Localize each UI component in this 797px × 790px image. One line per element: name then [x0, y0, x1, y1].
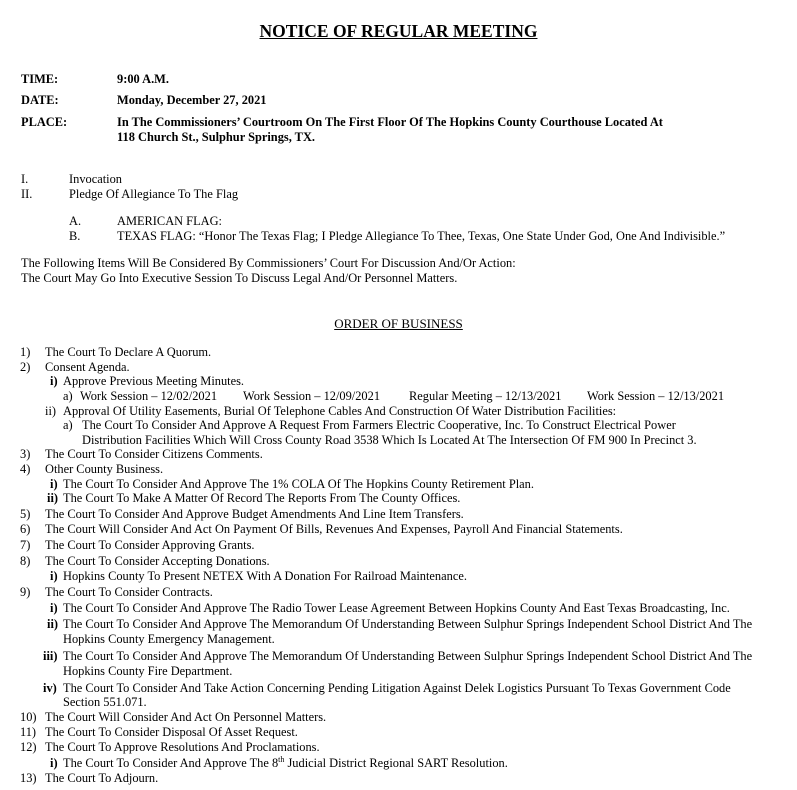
subitem-num: ii)	[45, 404, 57, 418]
subitem-text	[63, 756, 508, 771]
subitem-text-line-2: Section 551.071.	[63, 695, 147, 709]
item-text: The Court To Consider Citizens Comments.	[45, 447, 263, 461]
item-text: The Court Will Consider And Act On Payment Of Bills, Revenues And Expenses, Payroll And Financial Statements.	[45, 522, 623, 536]
subitem-num: iv)	[43, 681, 57, 695]
subitem-text-line-2: Hopkins County Fire Department.	[63, 664, 233, 678]
place-label: PLACE:	[21, 115, 68, 129]
subitem-text: Approve Previous Meeting Minutes.	[63, 374, 245, 388]
opening-num-1: I.	[21, 172, 29, 186]
subitem-text: The Court To Make A Matter Of Record The Reports From The County Offices.	[63, 491, 461, 505]
place-line-2: 118 Church St., Sulphur Springs, TX.	[117, 130, 315, 144]
item-text: The Court To Adjourn.	[45, 771, 159, 785]
item-num: 12)	[20, 740, 37, 754]
subitem-num: i)	[50, 374, 58, 388]
subitem-text: Approval Of Utility Easements, Burial Of Telephone Cables And Construction Of Water Distribution Facilities:	[63, 404, 617, 418]
subitem-num: ii)	[47, 491, 59, 505]
item-text: The Court To Declare A Quorum.	[45, 345, 212, 359]
subsub-num: a)	[63, 418, 73, 432]
item-num: 3)	[20, 447, 31, 461]
item-num: 8)	[20, 554, 31, 568]
subitem-num: i)	[50, 756, 58, 770]
item-text: The Court To Approve Resolutions And Proclamations.	[45, 740, 320, 754]
date-label: DATE:	[21, 93, 59, 107]
time-value: 9:00 A.M.	[117, 72, 169, 86]
subitem-text-pre: The Court To Consider And Approve The 8	[63, 756, 279, 770]
item-text: Other County Business.	[45, 462, 164, 476]
session-3: Regular Meeting – 12/13/2021	[409, 389, 562, 403]
intro-line-2: The Court May Go Into Executive Session To Discuss Legal And/Or Personnel Matters.	[21, 271, 458, 285]
subitem-num: i)	[50, 569, 58, 583]
subitem-text: The Court To Consider And Approve The 1% COLA Of The Hopkins County Retirement Plan.	[63, 477, 534, 491]
item-text: The Court Will Consider And Act On Personnel Matters.	[45, 710, 327, 724]
session-1: Work Session – 12/02/2021	[80, 389, 218, 403]
item-num: 1)	[20, 345, 31, 359]
subsub-text-line-1: The Court To Consider And Approve A Request From Farmers Electric Cooperative, Inc. To Construct Electrical Power	[82, 418, 676, 432]
subitem-num: iii)	[43, 649, 58, 663]
flag-text-b: TEXAS FLAG: “Honor The Texas Flag; I Pledge Allegiance To Thee, Texas, One State Under God, One And Indivisible.”	[117, 229, 726, 243]
date-value: Monday, December 27, 2021	[117, 93, 267, 107]
time-label: TIME:	[21, 72, 59, 86]
subitem-text-line-2: Hopkins County Emergency Management.	[63, 632, 275, 646]
subitem-text-line-1: The Court To Consider And Take Action Concerning Pending Litigation Against Delek Logistics Pursuant To Texas Government Code	[63, 681, 731, 695]
item-num: 11)	[20, 725, 37, 739]
page-title: NOTICE OF REGULAR MEETING	[259, 21, 538, 41]
subitem-num: i)	[50, 477, 58, 491]
subsub-num: a)	[63, 389, 73, 403]
flag-letter-a: A.	[69, 214, 82, 228]
item-num: 13)	[20, 771, 37, 785]
item-text: The Court To Consider Accepting Donations.	[45, 554, 270, 568]
item-num: 2)	[20, 360, 31, 374]
subitem-num: ii)	[47, 617, 59, 631]
subitem-text-line-1: The Court To Consider And Approve The Memorandum Of Understanding Between Sulphur Springs Independent School District And The	[63, 649, 753, 663]
item-text: The Court To Consider Contracts.	[45, 585, 213, 599]
item-text: The Court To Consider Disposal Of Asset Request.	[45, 725, 298, 739]
subitem-text-post: Judicial District Regional SART Resolution.	[284, 756, 508, 770]
subitem-text: The Court To Consider And Approve The Radio Tower Lease Agreement Between Hopkins County And East Texas Broadcasting, Inc.	[63, 601, 730, 615]
item-text: The Court To Consider Approving Grants.	[45, 538, 255, 552]
item-num: 7)	[20, 538, 31, 552]
order-of-business-title: ORDER OF BUSINESS	[334, 316, 463, 331]
item-num: 5)	[20, 507, 31, 521]
opening-text-2: Pledge Of Allegiance To The Flag	[69, 187, 239, 201]
opening-text-1: Invocation	[69, 172, 122, 186]
item-text: The Court To Consider And Approve Budget Amendments And Line Item Transfers.	[45, 507, 464, 521]
subitem-text: Hopkins County To Present NETEX With A Donation For Railroad Maintenance.	[63, 569, 467, 583]
subsub-text-line-2: Distribution Facilities Which Will Cross County Road 3538 Which Is Located At The Intersection Of FM 900 In Precinct 3.	[82, 433, 697, 447]
flag-letter-b: B.	[69, 229, 81, 243]
item-num: 9)	[20, 585, 31, 599]
subitem-text-line-1: The Court To Consider And Approve The Memorandum Of Understanding Between Sulphur Springs Independent School District And The	[63, 617, 753, 631]
place-line-1: In The Commissioners’ Courtroom On The First Floor Of The Hopkins County Courthouse Located At	[117, 115, 663, 129]
item-num: 10)	[20, 710, 37, 724]
subitem-num: i)	[50, 601, 58, 615]
flag-text-a: AMERICAN FLAG:	[117, 214, 222, 228]
session-4: Work Session – 12/13/2021	[587, 389, 725, 403]
session-2: Work Session – 12/09/2021	[243, 389, 381, 403]
item-num: 4)	[20, 462, 31, 476]
item-text: Consent Agenda.	[45, 360, 130, 374]
ordinal-suffix: th	[278, 754, 285, 764]
item-num: 6)	[20, 522, 31, 536]
opening-num-2: II.	[21, 187, 33, 201]
intro-line-1: The Following Items Will Be Considered By Commissioners’ Court For Discussion And/Or Action:	[21, 256, 516, 270]
